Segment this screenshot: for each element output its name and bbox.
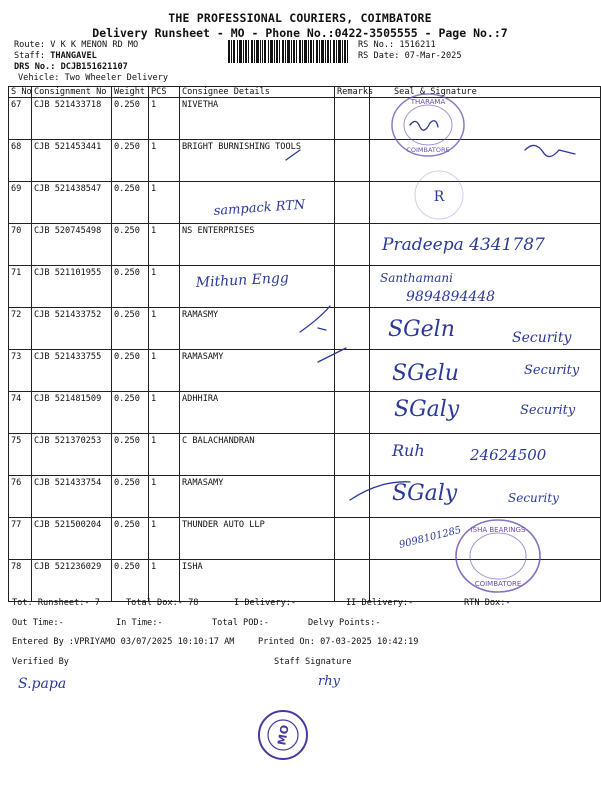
route-line (14, 40, 138, 50)
handwritten-signature: Santhamani (380, 271, 453, 285)
cell-pcs: 1 (149, 266, 180, 308)
col-sno: S No (9, 87, 32, 98)
table-row (9, 98, 601, 140)
stamp-text: COIMBATORE (474, 580, 522, 588)
seal-stamp (452, 516, 544, 596)
col-remarks: Remarks (335, 87, 370, 98)
table-row (9, 266, 601, 308)
printed-on: Printed On: 07-03-2025 10:42:19 (258, 637, 419, 647)
cell-remarks (335, 140, 370, 182)
table-row (9, 224, 601, 266)
cell-sno: 68 (9, 140, 32, 182)
table-row (9, 350, 601, 392)
cell-consignment: CJB 521481509 (32, 392, 112, 434)
cell-consignment: CJB 521438547 (32, 182, 112, 224)
staff-label: Staff: (14, 51, 46, 61)
delvy-points: Delvy Points:- (308, 618, 381, 628)
verified-by-label: Verified By (12, 657, 69, 667)
cell-consignment: CJB 521433752 (32, 308, 112, 350)
rs-no-value: 1516211 (399, 40, 436, 50)
cell-weight: 0.250 (112, 434, 149, 476)
cell-consignment: CJB 520745498 (32, 224, 112, 266)
cell-pcs: 1 (149, 350, 180, 392)
rs-no-label: RS No.: (358, 40, 395, 50)
cell-sno: 72 (9, 308, 32, 350)
barcode (228, 40, 348, 63)
cell-pcs: 1 (149, 98, 180, 140)
handwritten-note: Security (520, 403, 576, 418)
cell-consignment: CJB 521236029 (32, 560, 112, 602)
cell-remarks (335, 308, 370, 350)
cell-pcs: 1 (149, 308, 180, 350)
cell-signature (370, 392, 601, 434)
cell-sno: 78 (9, 560, 32, 602)
cell-consignment: CJB 521500204 (32, 518, 112, 560)
table-row (9, 476, 601, 518)
stamp-text: ISHA BEARINGS (470, 526, 526, 534)
cell-weight: 0.250 (112, 266, 149, 308)
table-row (9, 140, 601, 182)
cell-pcs: 1 (149, 476, 180, 518)
cell-pcs: 1 (149, 392, 180, 434)
handwritten-note: sampack RTN (213, 197, 306, 219)
staff-value: THANGAVEL (50, 51, 97, 61)
cell-sno: 73 (9, 350, 32, 392)
cell-consignee: RAMASMY (180, 308, 335, 350)
handwritten-signature: SGaly (392, 481, 458, 506)
entered-by: Entered By :VPRIYAMO 03/07/2025 10:10:17 AM (12, 637, 235, 647)
handwritten-signature: SGeln (388, 317, 455, 342)
cell-remarks (335, 476, 370, 518)
cell-weight: 0.250 (112, 224, 149, 266)
cell-consignee (180, 182, 335, 224)
cell-pcs: 1 (149, 182, 180, 224)
handwritten-signature: Ruh (392, 441, 425, 460)
cell-consignment: CJB 521453441 (32, 140, 112, 182)
table-row (9, 182, 601, 224)
cell-consignee: C BALACHANDRAN (180, 434, 335, 476)
cell-remarks (335, 560, 370, 602)
handwritten-signature: SGaly (394, 397, 460, 422)
in-time: In Time:- (116, 618, 163, 628)
runsheet-title: Delivery Runsheet - MO - Phone No.:0422-3505555 - Page No.:7 (92, 26, 508, 40)
cell-sno: 67 (9, 98, 32, 140)
vehicle-label: Vehicle: (18, 73, 60, 83)
stamp-text: MO (275, 723, 292, 747)
total-pod: Total POD:- (212, 618, 269, 628)
cell-remarks (335, 182, 370, 224)
table-header-row (9, 87, 601, 98)
handwritten-note: Security (508, 491, 559, 505)
cell-weight: 0.250 (112, 182, 149, 224)
vehicle-value: Two Wheeler Delivery (64, 73, 169, 83)
cell-consignee: BRIGHT BURNISHING TOOLS (180, 140, 335, 182)
cell-remarks (335, 434, 370, 476)
cell-consignment: CJB 521101955 (32, 266, 112, 308)
out-time: Out Time:- (12, 618, 64, 628)
staff-signature-label: Staff Signature (274, 657, 352, 667)
cell-remarks (335, 224, 370, 266)
handwritten-note: Security (512, 330, 572, 346)
route-label: Route: (14, 40, 46, 50)
cell-pcs: 1 (149, 560, 180, 602)
cell-pcs: 1 (149, 434, 180, 476)
cell-pcs: 1 (149, 224, 180, 266)
handwritten-signature: SGelu (392, 361, 459, 386)
cell-consignee: RAMASAMY (180, 476, 335, 518)
col-consignment: Consignment No (32, 87, 112, 98)
cell-consignment: CJB 521433754 (32, 476, 112, 518)
rtn-dox: RTN Dox:- (464, 598, 511, 608)
drs-value: DCJB151621107 (60, 62, 128, 72)
cell-weight: 0.250 (112, 140, 149, 182)
cell-signature (370, 308, 601, 350)
handwritten-number: 24624500 (470, 446, 547, 464)
stamp-text: COIMBATORE (406, 146, 450, 154)
cell-weight: 0.250 (112, 560, 149, 602)
cell-signature (370, 476, 601, 518)
cell-sno: 69 (9, 182, 32, 224)
drs-line (14, 62, 128, 72)
cell-sno: 76 (9, 476, 32, 518)
table-row (9, 434, 601, 476)
seal-stamp (388, 90, 468, 160)
table-row (9, 308, 601, 350)
cell-pcs: 1 (149, 140, 180, 182)
cell-consignee: ISHA (180, 560, 335, 602)
cell-remarks (335, 266, 370, 308)
cell-weight: 0.250 (112, 518, 149, 560)
cell-signature (370, 350, 601, 392)
cell-consignment: CJB 521433755 (32, 350, 112, 392)
cell-weight: 0.250 (112, 350, 149, 392)
table-row (9, 392, 601, 434)
handwritten-phone: 9894894448 (406, 289, 496, 305)
cell-remarks (335, 350, 370, 392)
vehicle-line (18, 73, 168, 83)
cell-remarks (335, 392, 370, 434)
handwritten-note: Security (524, 363, 580, 378)
cell-weight: 0.250 (112, 308, 149, 350)
rs-no-line (358, 40, 436, 50)
cell-consignee: THUNDER AUTO LLP (180, 518, 335, 560)
tot-dox: Total Dox:- 78 (126, 598, 199, 608)
cell-pcs: 1 (149, 518, 180, 560)
cell-sno: 77 (9, 518, 32, 560)
cell-consignee: ADHHIRA (180, 392, 335, 434)
cell-weight: 0.250 (112, 392, 149, 434)
tot-runsheet: Tot. Runsheet:- 7 (12, 598, 100, 608)
office-stamp (256, 708, 310, 762)
col-pcs: PCS (149, 87, 180, 98)
cell-consignee: NS ENTERPRISES (180, 224, 335, 266)
i-delivery: I Delivery:- (234, 598, 297, 608)
ii-delivery: II Delivery:- (346, 598, 414, 608)
handwritten-signature: Pradeepa 4341787 (382, 235, 545, 255)
cell-consignee (180, 266, 335, 308)
cell-signature (370, 182, 601, 224)
cell-sno: 70 (9, 224, 32, 266)
col-consignee: Consignee Details (180, 87, 335, 98)
cell-consignment: CJB 521433718 (32, 98, 112, 140)
handwritten-number: 9098101285 (398, 524, 463, 551)
cell-signature (370, 266, 601, 308)
route-value: V K K MENON RD MO (50, 40, 139, 50)
svg-text:R: R (433, 189, 445, 205)
cell-signature (370, 434, 601, 476)
company-title: THE PROFESSIONAL COURIERS, COIMBATORE (168, 11, 432, 25)
staff-line (14, 51, 97, 61)
cell-consignment: CJB 521370253 (32, 434, 112, 476)
col-weight: Weight (112, 87, 149, 98)
cell-sno: 75 (9, 434, 32, 476)
rs-date-line (358, 51, 462, 61)
cell-weight: 0.250 (112, 476, 149, 518)
rs-date-value: 07-Mar-2025 (404, 51, 462, 61)
cell-sno: 74 (9, 392, 32, 434)
rs-date-label: RS Date: (358, 51, 400, 61)
cell-remarks (335, 98, 370, 140)
drs-label: DRS No.: (14, 62, 56, 72)
verified-signature: S.papa (18, 676, 67, 692)
cell-weight: 0.250 (112, 98, 149, 140)
staff-signature-ink: rhy (318, 674, 340, 689)
stamp-text: THARAMA (410, 98, 446, 106)
seal-stamp-faint (412, 168, 466, 222)
col-seal-signature: Seal & Signature (370, 87, 601, 98)
handwritten-note: Mithun Engg (195, 270, 290, 291)
cell-remarks (335, 518, 370, 560)
cell-consignee: NIVETHA (180, 98, 335, 140)
cell-signature (370, 224, 601, 266)
cell-consignee: RAMASAMY (180, 350, 335, 392)
cell-sno: 71 (9, 266, 32, 308)
